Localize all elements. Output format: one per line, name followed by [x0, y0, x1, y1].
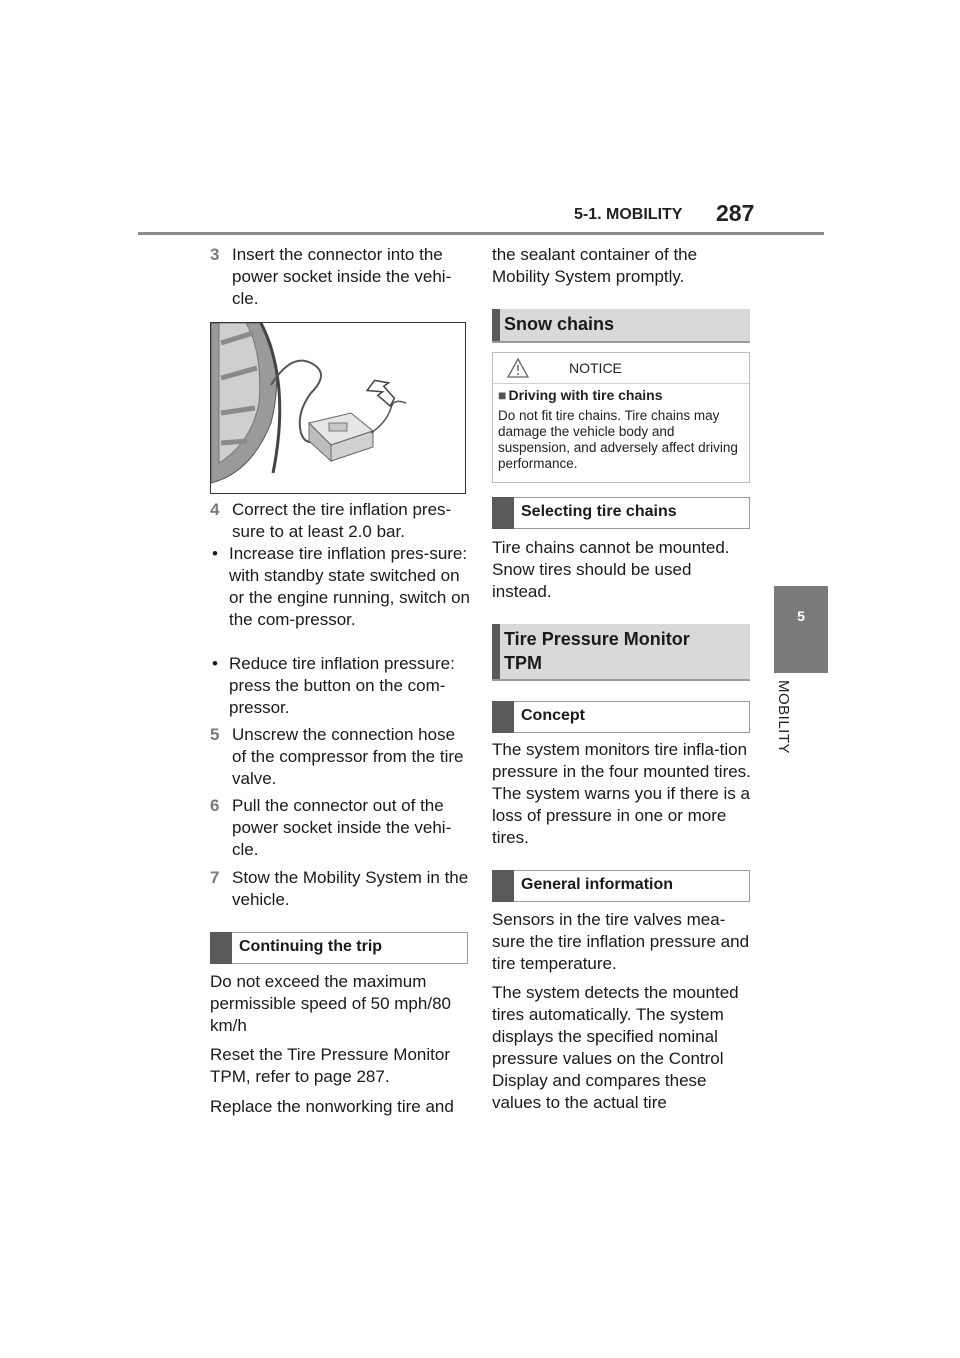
- heading-general-information: [492, 870, 750, 902]
- heading-continuing-trip: [210, 932, 468, 964]
- step-number: 6: [210, 796, 220, 815]
- paragraph-detects: The system detects the mounted tires automatically. The system displays the specified nominal pressure values on the Control Display and compares these values to the actual tire: [492, 983, 739, 1112]
- step-3: [210, 244, 472, 310]
- step-7: [210, 867, 472, 911]
- paragraph-replace: Replace the nonworking tire and: [210, 1097, 454, 1116]
- heading-tpm: [492, 624, 750, 681]
- step-text: Pull the connector out of the power socket inside the vehi-cle.: [232, 796, 452, 859]
- step-4: [210, 499, 472, 543]
- heading-text: General information: [521, 876, 674, 893]
- bullet-mark: •: [212, 654, 218, 673]
- heading-snow-chains: [492, 309, 750, 343]
- step-number: 5: [210, 725, 220, 744]
- notice-bullet: ■: [498, 387, 507, 403]
- notice-title-row: [493, 353, 749, 384]
- paragraph-sensors: Sensors in the tire valves mea-sure the tire inflation pressure and tire temperature.: [492, 910, 750, 973]
- step-number: 7: [210, 868, 220, 887]
- notice-title: NOTICE: [569, 360, 622, 376]
- heading-text-line2: TPM: [504, 653, 542, 673]
- paragraph-sealant: the sealant container of the Mobility System promptly.: [492, 245, 698, 286]
- heading-text: Selecting tire chains: [521, 503, 677, 520]
- heading-marker: [492, 309, 500, 341]
- page-number: 287: [716, 200, 755, 226]
- compressor-figure: [210, 322, 466, 494]
- section-title: 5-1. MOBILITY: [574, 206, 683, 223]
- paragraph-chains: Tire chains cannot be mounted. Snow tires should be used instead.: [492, 538, 730, 601]
- step-6: [210, 795, 472, 861]
- heading-text: Concept: [521, 707, 585, 724]
- step-text: Unscrew the connection hose of the compressor from the tire valve.: [232, 725, 464, 788]
- compressor-tire-illustration: [211, 323, 466, 494]
- step-5: [210, 724, 472, 790]
- chapter-tab: [774, 586, 828, 673]
- step-number: 4: [210, 500, 220, 519]
- step-text: Stow the Mobility System in the vehicle.: [232, 868, 469, 909]
- heading-text-line1: Tire Pressure Monitor: [504, 629, 690, 649]
- heading-text: Snow chains: [504, 314, 615, 334]
- bullet-mark: •: [212, 544, 218, 563]
- list-item: [212, 653, 480, 719]
- step-text: Insert the connector into the power socket inside the vehi-cle.: [232, 245, 452, 308]
- notice-box: [492, 352, 750, 483]
- heading-concept: [492, 701, 750, 733]
- step-number: 3: [210, 245, 220, 264]
- paragraph-speed: Do not exceed the maximum permissible speed of 50 mph/80 km/h: [210, 972, 451, 1035]
- heading-marker: [492, 497, 514, 529]
- heading-marker: [492, 870, 514, 902]
- heading-marker: [492, 701, 514, 733]
- warning-triangle-icon: [507, 358, 529, 383]
- notice-heading: [498, 387, 663, 403]
- heading-marker: [210, 932, 232, 964]
- notice-heading-text: Driving with tire chains: [508, 387, 663, 403]
- heading-marker: [492, 624, 500, 679]
- heading-selecting-tire-chains: [492, 497, 750, 529]
- heading-text: Continuing the trip: [239, 938, 383, 955]
- step-text: Correct the tire inflation pres-sure to at least 2.0 bar.: [232, 500, 452, 541]
- list-item: [212, 543, 480, 653]
- chapter-number: 5: [797, 608, 805, 624]
- paragraph-concept: The system monitors tire infla-tion pressure in the four mounted tires. The system warns you if there is a loss of pressure in one or more tires.: [492, 740, 751, 847]
- chapter-label: MOBILITY: [775, 680, 792, 755]
- bullet-text: Reduce tire inflation pressure: press the button on the com-pressor.: [229, 654, 455, 717]
- notice-body: Do not fit tire chains. Tire chains may damage the vehicle body and suspension, and adversely affect driving performance.: [498, 408, 738, 471]
- paragraph-reset: Reset the Tire Pressure Monitor TPM, refer to page 287.: [210, 1045, 450, 1086]
- header-divider: [138, 232, 824, 235]
- bullet-text: Increase tire inflation pres-sure: with standby state switched on or the engine running, switch on the com-pressor.: [229, 544, 470, 629]
